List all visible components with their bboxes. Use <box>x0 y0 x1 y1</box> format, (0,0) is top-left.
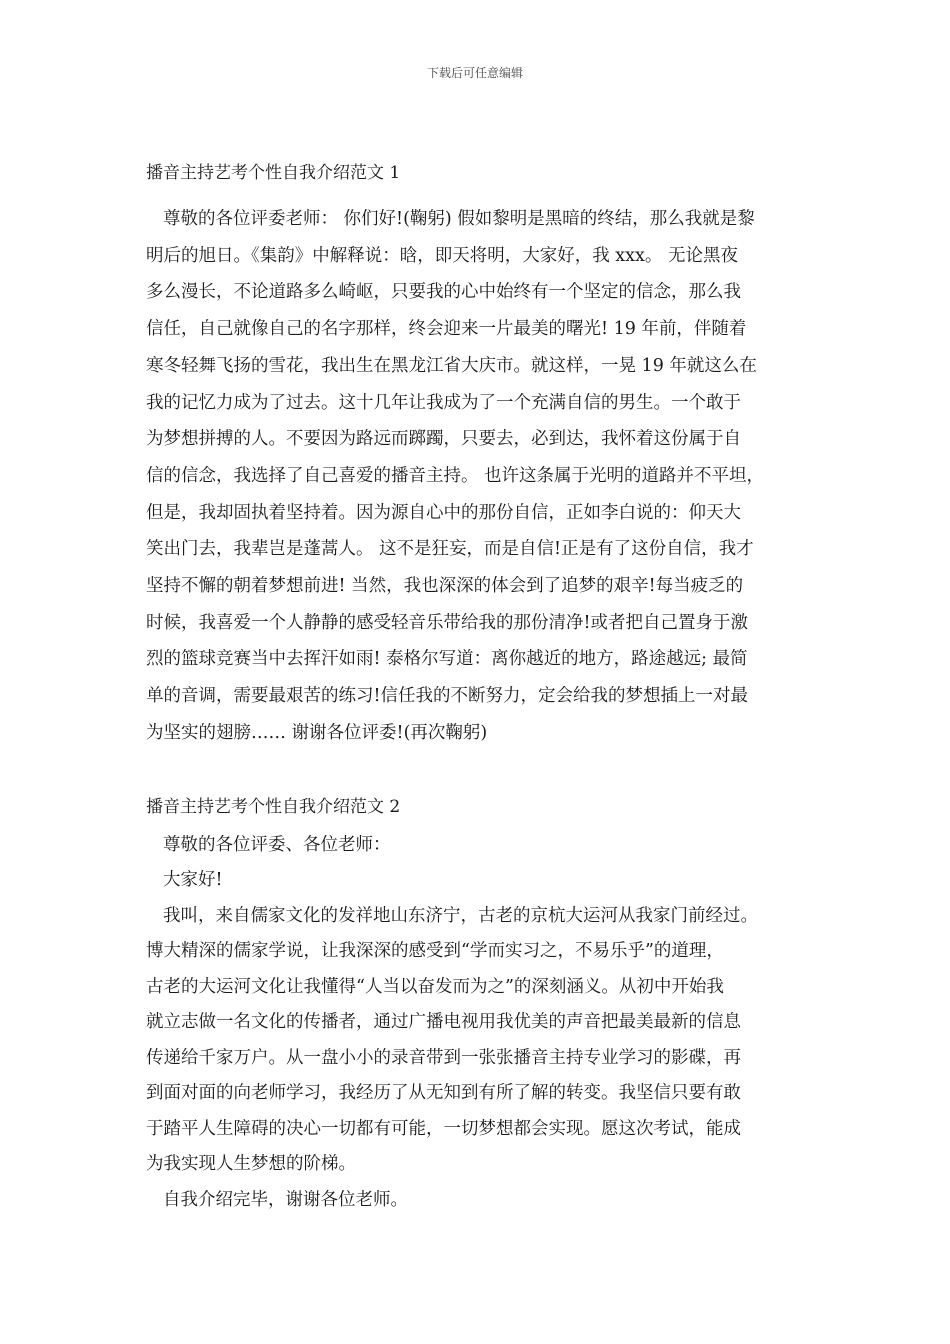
text-line: 明后的旭日。《集韵》中解释说：晗，即天将明，大家好，我 xxx。 无论黑夜 <box>146 245 738 266</box>
text-line: 多么漫长，不论道路多么崎岖，只要我的心中始终有一个坚定的信念，那么我 <box>146 282 741 303</box>
text-line: 我的记忆力成为了过去。这十几年让我成为了一个充满自信的男生。一个敢于 <box>146 392 741 413</box>
page-header: 下载后可任意编辑 <box>426 66 523 80</box>
text-line: 寒冬轻舞飞扬的雪花，我出生在黑龙江省大庆市。就这样，一晃 19 年就这么在 <box>146 355 757 376</box>
section-2-body <box>146 828 806 1219</box>
text-line: 笑出门去，我辈岂是蓬蒿人。 这不是狂妄，而是自信!正是有了这份自信，我才 <box>146 539 754 560</box>
text-line: 于踏平人生障碍的决心一切都有可能，一切梦想都会实现。愿这次考试，能成 <box>146 1118 741 1139</box>
greeting-line: 尊敬的各位评委、各位老师： <box>163 834 391 855</box>
closing-line: 自我介绍完毕，谢谢各位老师。 <box>163 1189 408 1210</box>
text-line: 信的信念，我选择了自己喜爱的播音主持。 也许这条属于光明的道路并不平坦， <box>146 465 765 486</box>
document-body <box>146 158 806 1218</box>
text-line: 传递给千家万户。从一盘小小的录音带到一张张播音主持专业学习的影碟，再 <box>146 1047 741 1068</box>
text-line: 单的音调，需要最艰苦的练习!信任我的不断努力，定会给我的梦想插上一对最 <box>146 686 749 707</box>
text-line: 信任，自己就像自己的名字那样，终会迎来一片最美的曙光! 19 年前，伴随着 <box>146 319 747 340</box>
text-line: 坚持不懈的朝着梦想前进! 当然，我也深深的体会到了追梦的艰辛!每当疲乏的 <box>146 576 744 597</box>
text-line: 古老的大运河文化让我懂得“人当以奋发而为之”的深刻涵义。从初中开始我 <box>146 976 724 997</box>
text-line: 就立志做一名文化的传播者，通过广播电视用我优美的声音把最美最新的信息 <box>146 1012 741 1033</box>
text-line: 但是，我却固执着坚持着。因为源自心中的那份自信，正如李白说的：仰天大 <box>146 502 741 523</box>
text-line: 时候，我喜爱一个人静静的感受轻音乐带给我的那份清净!或者把自己置身于激 <box>146 612 749 633</box>
text-line: 为我实现人生梦想的阶梯。 <box>146 1154 356 1175</box>
text-line: 到面对面的向老师学习，我经历了从无知到有所了解的转变。我坚信只要有敢 <box>146 1083 741 1104</box>
text-line: 为梦想拼搏的人。不要因为路远而踯躅，只要去，必到达，我怀着这份属于自 <box>146 429 741 450</box>
text-line: 尊敬的各位评委老师： 你们好!(鞠躬) 假如黎明是黑暗的终结，那么我就是黎 <box>163 209 755 229</box>
section-title-1: 播音主持艺考个性自我介绍范文 1 <box>146 163 401 183</box>
text-line: 我叫，来自儒家文化的发祥地山东济宁，古老的京杭大运河从我家门前经过。 <box>163 905 758 926</box>
text-line: 烈的篮球竞赛当中去挥汗如雨! 泰格尔写道：离你越近的地方，路途越远; 最简 <box>146 649 748 670</box>
hello-line: 大家好! <box>163 870 223 891</box>
text-line: 博大精深的儒家学说，让我深深的感受到“学而实习之，不易乐乎”的道理， <box>146 941 724 962</box>
text-line: 为坚实的翅膀…… 谢谢各位评委!(再次鞠躬) <box>146 722 488 743</box>
section-title-2: 播音主持艺考个性自我介绍范文 2 <box>146 796 401 817</box>
section-1-paragraph <box>146 201 806 752</box>
